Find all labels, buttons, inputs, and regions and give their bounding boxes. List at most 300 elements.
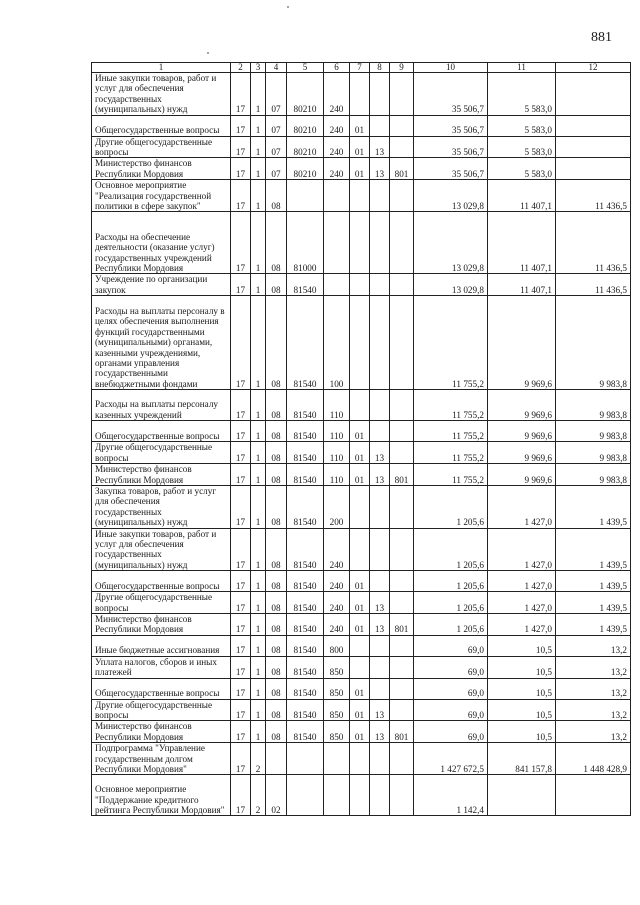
col-10-cell: 1 205,6 (414, 528, 488, 571)
col-2-cell: 17 (231, 699, 251, 721)
col-5-cell: 81540 (287, 699, 324, 721)
col-2-cell: 17 (231, 592, 251, 614)
col-5-cell: 81540 (287, 571, 324, 592)
col-6-cell: 110 (324, 442, 350, 464)
row-name-cell: Расходы на выплаты персоналу казенных учреждений (92, 390, 231, 421)
table-row (92, 678, 631, 699)
table-row (92, 721, 631, 743)
col-12-cell: 13,2 (556, 721, 631, 743)
col-7-cell: 01 (350, 442, 370, 464)
col-4-cell: 07 (266, 73, 287, 116)
col-4-cell: 07 (266, 158, 287, 180)
col-6-cell: 200 (324, 485, 350, 528)
col-4-cell: 07 (266, 115, 287, 136)
col-9-cell (390, 528, 414, 571)
col-3-cell: 1 (251, 528, 266, 571)
col-10-cell: 35 506,7 (414, 73, 488, 116)
col-7-cell (350, 528, 370, 571)
col-11-cell: 9 969,6 (488, 421, 556, 442)
table-row (92, 464, 631, 486)
col-11-cell: 5 583,0 (488, 136, 556, 158)
col-6-cell: 850 (324, 678, 350, 699)
col-9-cell (390, 136, 414, 158)
table-row (92, 592, 631, 614)
col-8-cell (370, 571, 390, 592)
col-6-cell: 110 (324, 421, 350, 442)
col-8-cell: 13 (370, 464, 390, 486)
col-5-cell: 80210 (287, 73, 324, 116)
col-2-cell: 17 (231, 296, 251, 390)
col-12-cell: 1 448 428,9 (556, 743, 631, 775)
col-10-cell: 69,0 (414, 678, 488, 699)
col-12-cell: 9 983,8 (556, 464, 631, 486)
col-5-cell: 80210 (287, 115, 324, 136)
table-row (92, 442, 631, 464)
table-row (92, 296, 631, 390)
col-9-cell (390, 296, 414, 390)
col-7-cell: 01 (350, 136, 370, 158)
col-4-cell: 08 (266, 464, 287, 486)
col-2-cell: 17 (231, 656, 251, 678)
col-12-cell (556, 73, 631, 116)
col-11-cell: 10,5 (488, 678, 556, 699)
col-12-cell: 13,2 (556, 635, 631, 656)
col-12-cell (556, 136, 631, 158)
col-7-cell: 01 (350, 678, 370, 699)
col-11-cell: 10,5 (488, 721, 556, 743)
col-8-cell (370, 115, 390, 136)
col-8-cell (370, 421, 390, 442)
col-12-cell: 13,2 (556, 699, 631, 721)
col-4-cell: 08 (266, 296, 287, 390)
col-5-cell: 81540 (287, 656, 324, 678)
col-3-cell: 1 (251, 613, 266, 635)
col-10-cell: 1 205,6 (414, 571, 488, 592)
col-3-cell: 1 (251, 635, 266, 656)
col-7-cell (350, 296, 370, 390)
col-9-cell (390, 743, 414, 775)
col-8-cell (370, 180, 390, 212)
col-3-cell: 1 (251, 73, 266, 116)
col-8-cell (370, 678, 390, 699)
col-7-cell (350, 775, 370, 816)
col-2-cell: 17 (231, 421, 251, 442)
col-11-cell: 11 407,1 (488, 180, 556, 212)
col-4-cell: 08 (266, 390, 287, 421)
col-3-cell: 1 (251, 115, 266, 136)
col-4-cell: 08 (266, 274, 287, 296)
col-4-cell: 08 (266, 180, 287, 212)
col-5-cell: 81540 (287, 613, 324, 635)
row-name-cell: Иные закупки товаров, работ и услуг для обеспечения государственных (муниципальных) нужд (92, 528, 231, 571)
col-9-cell (390, 775, 414, 816)
col-4-cell: 08 (266, 592, 287, 614)
col-6-cell: 240 (324, 528, 350, 571)
budget-table (91, 62, 631, 816)
table-row (92, 775, 631, 816)
col-10-cell: 35 506,7 (414, 136, 488, 158)
col-2-cell: 17 (231, 635, 251, 656)
row-name-cell: Другие общегосударственные вопросы (92, 442, 231, 464)
col-10-cell: 1 427 672,5 (414, 743, 488, 775)
col-11-cell: 10,5 (488, 635, 556, 656)
col-6-cell: 100 (324, 296, 350, 390)
col-10-cell: 13 029,8 (414, 274, 488, 296)
row-name-cell: Другие общегосударственные вопросы (92, 699, 231, 721)
col-3-cell: 1 (251, 296, 266, 390)
col-12-cell: 1 439,5 (556, 571, 631, 592)
table-row (92, 421, 631, 442)
col-7-cell: 01 (350, 464, 370, 486)
scan-speck (287, 6, 289, 8)
col-5-cell: 81540 (287, 442, 324, 464)
col-5-cell: 81540 (287, 721, 324, 743)
col-4-cell: 08 (266, 442, 287, 464)
col-11-cell: 1 427,0 (488, 613, 556, 635)
col-6-cell: 240 (324, 158, 350, 180)
col-6-cell: 240 (324, 613, 350, 635)
table-row (92, 528, 631, 571)
col-2-cell: 17 (231, 158, 251, 180)
col-7-cell: 01 (350, 592, 370, 614)
header-cell: 4 (266, 63, 287, 73)
col-2-cell: 17 (231, 613, 251, 635)
col-9-cell (390, 442, 414, 464)
col-8-cell: 13 (370, 136, 390, 158)
table-row (92, 656, 631, 678)
col-6-cell (324, 180, 350, 212)
col-5-cell: 81540 (287, 678, 324, 699)
col-8-cell (370, 656, 390, 678)
col-8-cell (370, 73, 390, 116)
page-number: 881 (591, 30, 612, 45)
col-11-cell: 9 969,6 (488, 442, 556, 464)
table-header-row (92, 63, 631, 73)
col-6-cell: 850 (324, 699, 350, 721)
table-row (92, 743, 631, 775)
col-4-cell (266, 743, 287, 775)
table-row (92, 390, 631, 421)
col-4-cell: 08 (266, 656, 287, 678)
scan-speck (207, 52, 209, 54)
table-row (92, 158, 631, 180)
col-5-cell: 81540 (287, 390, 324, 421)
col-3-cell: 1 (251, 485, 266, 528)
col-12-cell: 9 983,8 (556, 296, 631, 390)
col-11-cell: 841 157,8 (488, 743, 556, 775)
col-8-cell (370, 485, 390, 528)
col-12-cell: 9 983,8 (556, 390, 631, 421)
col-7-cell (350, 743, 370, 775)
table-row (92, 613, 631, 635)
col-12-cell: 13,2 (556, 678, 631, 699)
col-6-cell: 850 (324, 721, 350, 743)
col-9-cell: 801 (390, 613, 414, 635)
col-4-cell: 02 (266, 775, 287, 816)
col-10-cell: 11 755,2 (414, 464, 488, 486)
col-3-cell: 1 (251, 464, 266, 486)
col-10-cell: 1 205,6 (414, 592, 488, 614)
col-10-cell: 69,0 (414, 656, 488, 678)
col-10-cell: 69,0 (414, 721, 488, 743)
col-2-cell: 17 (231, 528, 251, 571)
col-9-cell: 801 (390, 464, 414, 486)
col-9-cell (390, 390, 414, 421)
col-11-cell: 1 427,0 (488, 485, 556, 528)
col-6-cell: 240 (324, 571, 350, 592)
col-5-cell: 80210 (287, 158, 324, 180)
col-12-cell: 1 439,5 (556, 613, 631, 635)
header-cell: 1 (92, 63, 231, 73)
row-name-cell: Подпрограмма "Управление государственным долгом Республики Мордовия" (92, 743, 231, 775)
col-6-cell (324, 274, 350, 296)
col-9-cell (390, 571, 414, 592)
col-7-cell: 01 (350, 158, 370, 180)
table-row (92, 274, 631, 296)
col-7-cell: 01 (350, 699, 370, 721)
row-name-cell: Основное мероприятие "Поддержание кредитного рейтинга Республики Мордовия" (92, 775, 231, 816)
col-8-cell (370, 212, 390, 274)
col-3-cell: 2 (251, 743, 266, 775)
col-12-cell: 11 436,5 (556, 180, 631, 212)
header-cell: 3 (251, 63, 266, 73)
col-6-cell: 800 (324, 635, 350, 656)
col-3-cell: 1 (251, 180, 266, 212)
col-11-cell: 9 969,6 (488, 296, 556, 390)
col-4-cell: 08 (266, 528, 287, 571)
col-6-cell: 240 (324, 115, 350, 136)
row-name-cell: Иные закупки товаров, работ и услуг для обеспечения государственных (муниципальных) нужд (92, 73, 231, 116)
col-12-cell: 1 439,5 (556, 485, 631, 528)
col-12-cell: 9 983,8 (556, 442, 631, 464)
col-6-cell: 850 (324, 656, 350, 678)
col-11-cell (488, 775, 556, 816)
col-4-cell: 08 (266, 485, 287, 528)
col-3-cell: 1 (251, 158, 266, 180)
col-9-cell (390, 678, 414, 699)
col-2-cell: 17 (231, 442, 251, 464)
col-12-cell: 1 439,5 (556, 528, 631, 571)
row-name-cell: Другие общегосударственные вопросы (92, 592, 231, 614)
table-row (92, 699, 631, 721)
col-5-cell: 81540 (287, 464, 324, 486)
col-9-cell (390, 635, 414, 656)
col-3-cell: 1 (251, 592, 266, 614)
col-10-cell: 11 755,2 (414, 442, 488, 464)
col-12-cell: 9 983,8 (556, 421, 631, 442)
col-8-cell: 13 (370, 699, 390, 721)
col-11-cell: 10,5 (488, 656, 556, 678)
col-10-cell: 35 506,7 (414, 115, 488, 136)
col-11-cell: 5 583,0 (488, 115, 556, 136)
row-name-cell: Основное мероприятие "Реализация государственной политики в сфере закупок" (92, 180, 231, 212)
col-12-cell (556, 158, 631, 180)
col-4-cell: 08 (266, 678, 287, 699)
col-11-cell: 1 427,0 (488, 571, 556, 592)
col-8-cell (370, 635, 390, 656)
col-5-cell: 81000 (287, 212, 324, 274)
col-7-cell (350, 485, 370, 528)
col-8-cell: 13 (370, 592, 390, 614)
col-9-cell (390, 656, 414, 678)
row-name-cell: Расходы на обеспечение деятельности (оказание услуг) государственных учреждений Республики Мордовия (92, 212, 231, 274)
col-10-cell: 35 506,7 (414, 158, 488, 180)
col-12-cell (556, 115, 631, 136)
col-10-cell: 1 205,6 (414, 613, 488, 635)
header-cell: 5 (287, 63, 324, 73)
table-row (92, 136, 631, 158)
col-3-cell: 2 (251, 775, 266, 816)
row-name-cell: Министерство финансов Республики Мордовия (92, 613, 231, 635)
col-7-cell: 01 (350, 115, 370, 136)
row-name-cell: Другие общегосударственные вопросы (92, 136, 231, 158)
table-row (92, 571, 631, 592)
col-7-cell: 01 (350, 613, 370, 635)
col-2-cell: 17 (231, 775, 251, 816)
col-9-cell (390, 274, 414, 296)
col-5-cell (287, 775, 324, 816)
col-10-cell: 69,0 (414, 699, 488, 721)
table-row (92, 73, 631, 116)
col-6-cell (324, 743, 350, 775)
col-12-cell: 13,2 (556, 656, 631, 678)
col-6-cell (324, 212, 350, 274)
col-7-cell (350, 212, 370, 274)
col-7-cell (350, 656, 370, 678)
header-cell: 12 (556, 63, 631, 73)
col-11-cell: 5 583,0 (488, 73, 556, 116)
col-4-cell: 08 (266, 699, 287, 721)
col-8-cell (370, 528, 390, 571)
col-2-cell: 17 (231, 136, 251, 158)
col-7-cell (350, 274, 370, 296)
col-2-cell: 17 (231, 721, 251, 743)
col-9-cell (390, 699, 414, 721)
table-row (92, 485, 631, 528)
table-row (92, 115, 631, 136)
row-name-cell: Расходы на выплаты персоналу в целях обеспечения выполнения функций государственными (муниципальными) органами, казенными учреждениями, органами управления государственными внебюджетными фондами (92, 296, 231, 390)
col-11-cell: 5 583,0 (488, 158, 556, 180)
header-cell: 11 (488, 63, 556, 73)
col-3-cell: 1 (251, 571, 266, 592)
col-5-cell: 81540 (287, 592, 324, 614)
col-9-cell (390, 115, 414, 136)
col-6-cell: 110 (324, 464, 350, 486)
col-6-cell: 240 (324, 136, 350, 158)
col-2-cell: 17 (231, 390, 251, 421)
col-9-cell: 801 (390, 158, 414, 180)
col-4-cell: 07 (266, 136, 287, 158)
col-8-cell: 13 (370, 613, 390, 635)
table-row (92, 635, 631, 656)
col-12-cell: 11 436,5 (556, 274, 631, 296)
row-name-cell: Министерство финансов Республики Мордовия (92, 721, 231, 743)
col-9-cell (390, 592, 414, 614)
col-5-cell: 81540 (287, 635, 324, 656)
col-4-cell: 08 (266, 571, 287, 592)
table-row (92, 180, 631, 212)
col-5-cell (287, 180, 324, 212)
col-3-cell: 1 (251, 721, 266, 743)
col-7-cell: 01 (350, 571, 370, 592)
col-3-cell: 1 (251, 212, 266, 274)
col-2-cell: 17 (231, 485, 251, 528)
col-3-cell: 1 (251, 442, 266, 464)
col-3-cell: 1 (251, 274, 266, 296)
col-6-cell: 110 (324, 390, 350, 421)
col-6-cell (324, 775, 350, 816)
header-cell: 7 (350, 63, 370, 73)
header-cell: 6 (324, 63, 350, 73)
col-3-cell: 1 (251, 656, 266, 678)
table-row (92, 212, 631, 274)
row-name-cell: Общегосударственные вопросы (92, 421, 231, 442)
col-5-cell: 81540 (287, 421, 324, 442)
col-8-cell: 13 (370, 442, 390, 464)
col-8-cell (370, 274, 390, 296)
col-5-cell: 81540 (287, 274, 324, 296)
col-6-cell: 240 (324, 592, 350, 614)
row-name-cell: Министерство финансов Республики Мордовия (92, 464, 231, 486)
row-name-cell: Уплата налогов, сборов и иных платежей (92, 656, 231, 678)
col-10-cell: 13 029,8 (414, 180, 488, 212)
col-9-cell (390, 180, 414, 212)
col-2-cell: 17 (231, 743, 251, 775)
col-3-cell: 1 (251, 136, 266, 158)
col-7-cell (350, 635, 370, 656)
col-10-cell: 1 142,4 (414, 775, 488, 816)
col-7-cell (350, 73, 370, 116)
col-5-cell: 81540 (287, 485, 324, 528)
col-3-cell: 1 (251, 678, 266, 699)
row-name-cell: Закупка товаров, работ и услуг для обеспечения государственных (муниципальных) нужд (92, 485, 231, 528)
col-11-cell: 10,5 (488, 699, 556, 721)
row-name-cell: Учреждение по организации закупок (92, 274, 231, 296)
col-9-cell (390, 73, 414, 116)
col-8-cell (370, 390, 390, 421)
col-11-cell: 1 427,0 (488, 592, 556, 614)
col-7-cell: 01 (350, 421, 370, 442)
col-2-cell: 17 (231, 678, 251, 699)
header-cell: 10 (414, 63, 488, 73)
col-10-cell: 11 755,2 (414, 421, 488, 442)
col-11-cell: 11 407,1 (488, 274, 556, 296)
col-5-cell (287, 743, 324, 775)
col-12-cell (556, 775, 631, 816)
col-7-cell: 01 (350, 721, 370, 743)
col-11-cell: 9 969,6 (488, 464, 556, 486)
row-name-cell: Министерство финансов Республики Мордовия (92, 158, 231, 180)
col-8-cell (370, 775, 390, 816)
col-11-cell: 9 969,6 (488, 390, 556, 421)
col-9-cell (390, 421, 414, 442)
row-name-cell: Общегосударственные вопросы (92, 115, 231, 136)
col-5-cell: 80210 (287, 136, 324, 158)
table-body (92, 63, 631, 816)
col-4-cell: 08 (266, 721, 287, 743)
col-8-cell (370, 743, 390, 775)
col-2-cell: 17 (231, 180, 251, 212)
col-10-cell: 11 755,2 (414, 296, 488, 390)
col-12-cell: 11 436,5 (556, 212, 631, 274)
col-2-cell: 17 (231, 464, 251, 486)
col-4-cell: 08 (266, 613, 287, 635)
header-cell: 9 (390, 63, 414, 73)
col-3-cell: 1 (251, 421, 266, 442)
col-9-cell (390, 485, 414, 528)
col-9-cell (390, 212, 414, 274)
col-7-cell (350, 180, 370, 212)
